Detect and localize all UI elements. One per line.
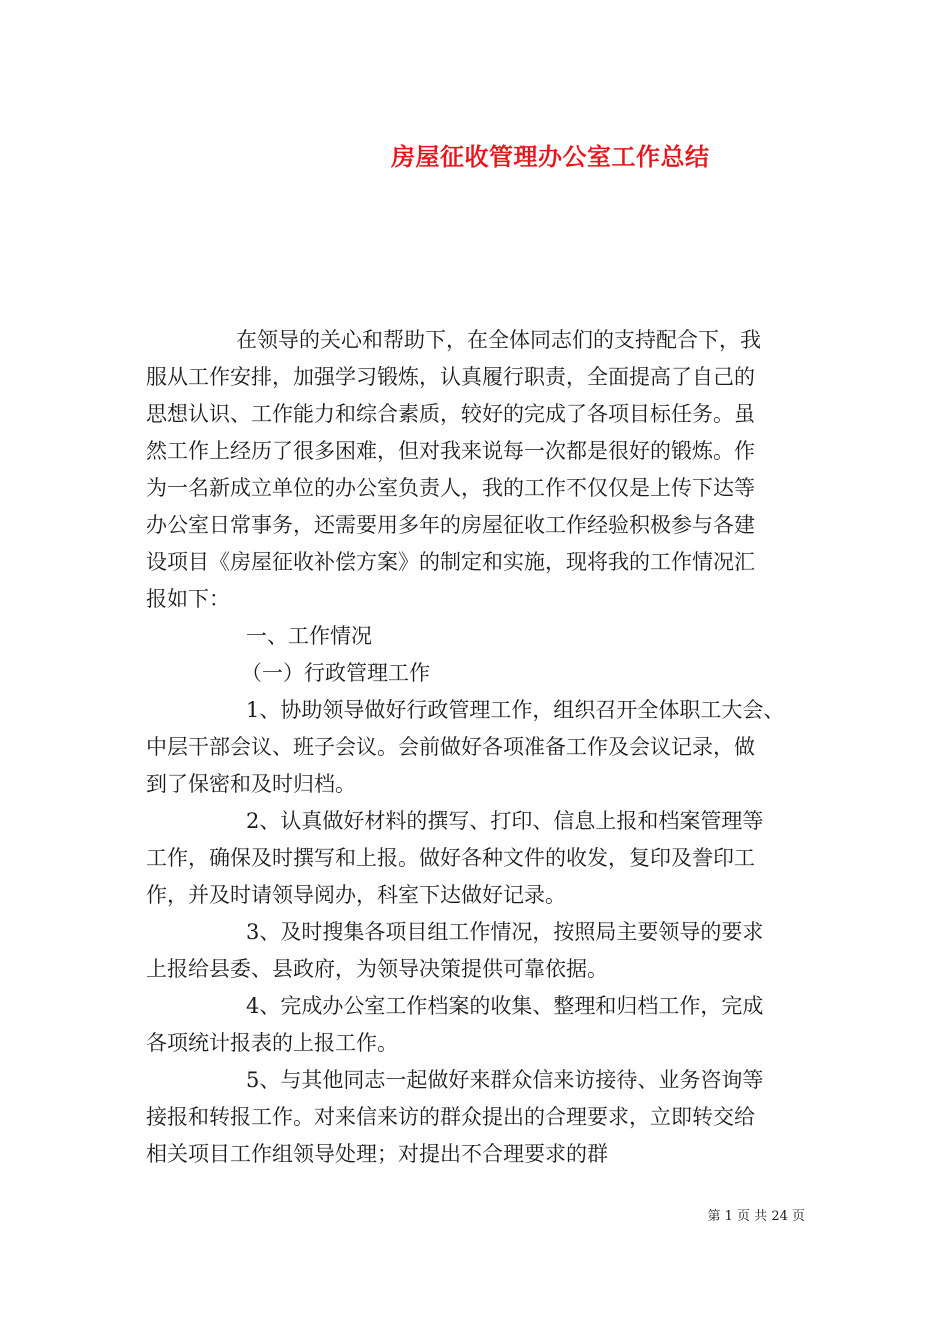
body-text-line: 在领导的关心和帮助下，在全体同志们的支持配合下，我 (236, 328, 761, 352)
page-footer: 第 1 页 共 24 页 (707, 1209, 805, 1224)
body-text-line: 办公室日常事务，还需要用多年的房屋征收工作经验积极参与各建 (146, 513, 755, 537)
document-body (146, 322, 810, 1173)
body-text-line: 4、完成办公室工作档案的收集、整理和归档工作，完成 (246, 994, 764, 1018)
body-text-line: （一）行政管理工作 (241, 661, 430, 685)
body-text-line: 相关项目工作组领导处理；对提出不合理要求的群 (146, 1142, 608, 1166)
body-text-line: 中层干部会议、班子会议。会前做好各项准备工作及会议记录，做 (146, 735, 755, 759)
body-text-line: 报如下： (146, 587, 230, 611)
body-text-line: 2、认真做好材料的撰写、打印、信息上报和档案管理等 (246, 809, 764, 833)
body-text-line: 然工作上经历了很多困难，但对我来说每一次都是很好的锻炼。作 (146, 439, 755, 463)
body-text-line: 工作，确保及时撰写和上报。做好各种文件的收发，复印及誊印工 (146, 846, 755, 870)
body-text-line: 设项目《房屋征收补偿方案》的制定和实施，现将我的工作情况汇 (146, 550, 755, 574)
body-text-line: 上报给县委、县政府，为领导决策提供可靠依据。 (146, 957, 608, 981)
body-text-line: 各项统计报表的上报工作。 (146, 1031, 398, 1055)
body-text-line: 1、协助领导做好行政管理工作，组织召开全体职工大会、 (246, 698, 785, 722)
document-title: 房屋征收管理办公室工作总结 (391, 142, 710, 171)
body-text-line: 5、与其他同志一起做好来群众信来访接待、业务咨询等 (246, 1068, 764, 1092)
body-text-line: 一、工作情况 (246, 624, 372, 648)
body-text-line: 接报和转报工作。对来信来访的群众提出的合理要求，立即转交给 (146, 1105, 755, 1129)
body-text-line: 3、及时搜集各项目组工作情况，按照局主要领导的要求 (246, 920, 764, 944)
body-text-line: 思想认识、工作能力和综合素质，较好的完成了各项目标任务。虽 (146, 402, 755, 426)
body-text-line: 到了保密和及时归档。 (146, 772, 356, 796)
body-text-line: 服从工作安排，加强学习锻炼，认真履行职责，全面提高了自己的 (146, 365, 755, 389)
body-text-line: 作，并及时请领导阅办，科室下达做好记录。 (146, 883, 566, 907)
body-text-line: 为一名新成立单位的办公室负责人，我的工作不仅仅是上传下达等 (146, 476, 755, 500)
